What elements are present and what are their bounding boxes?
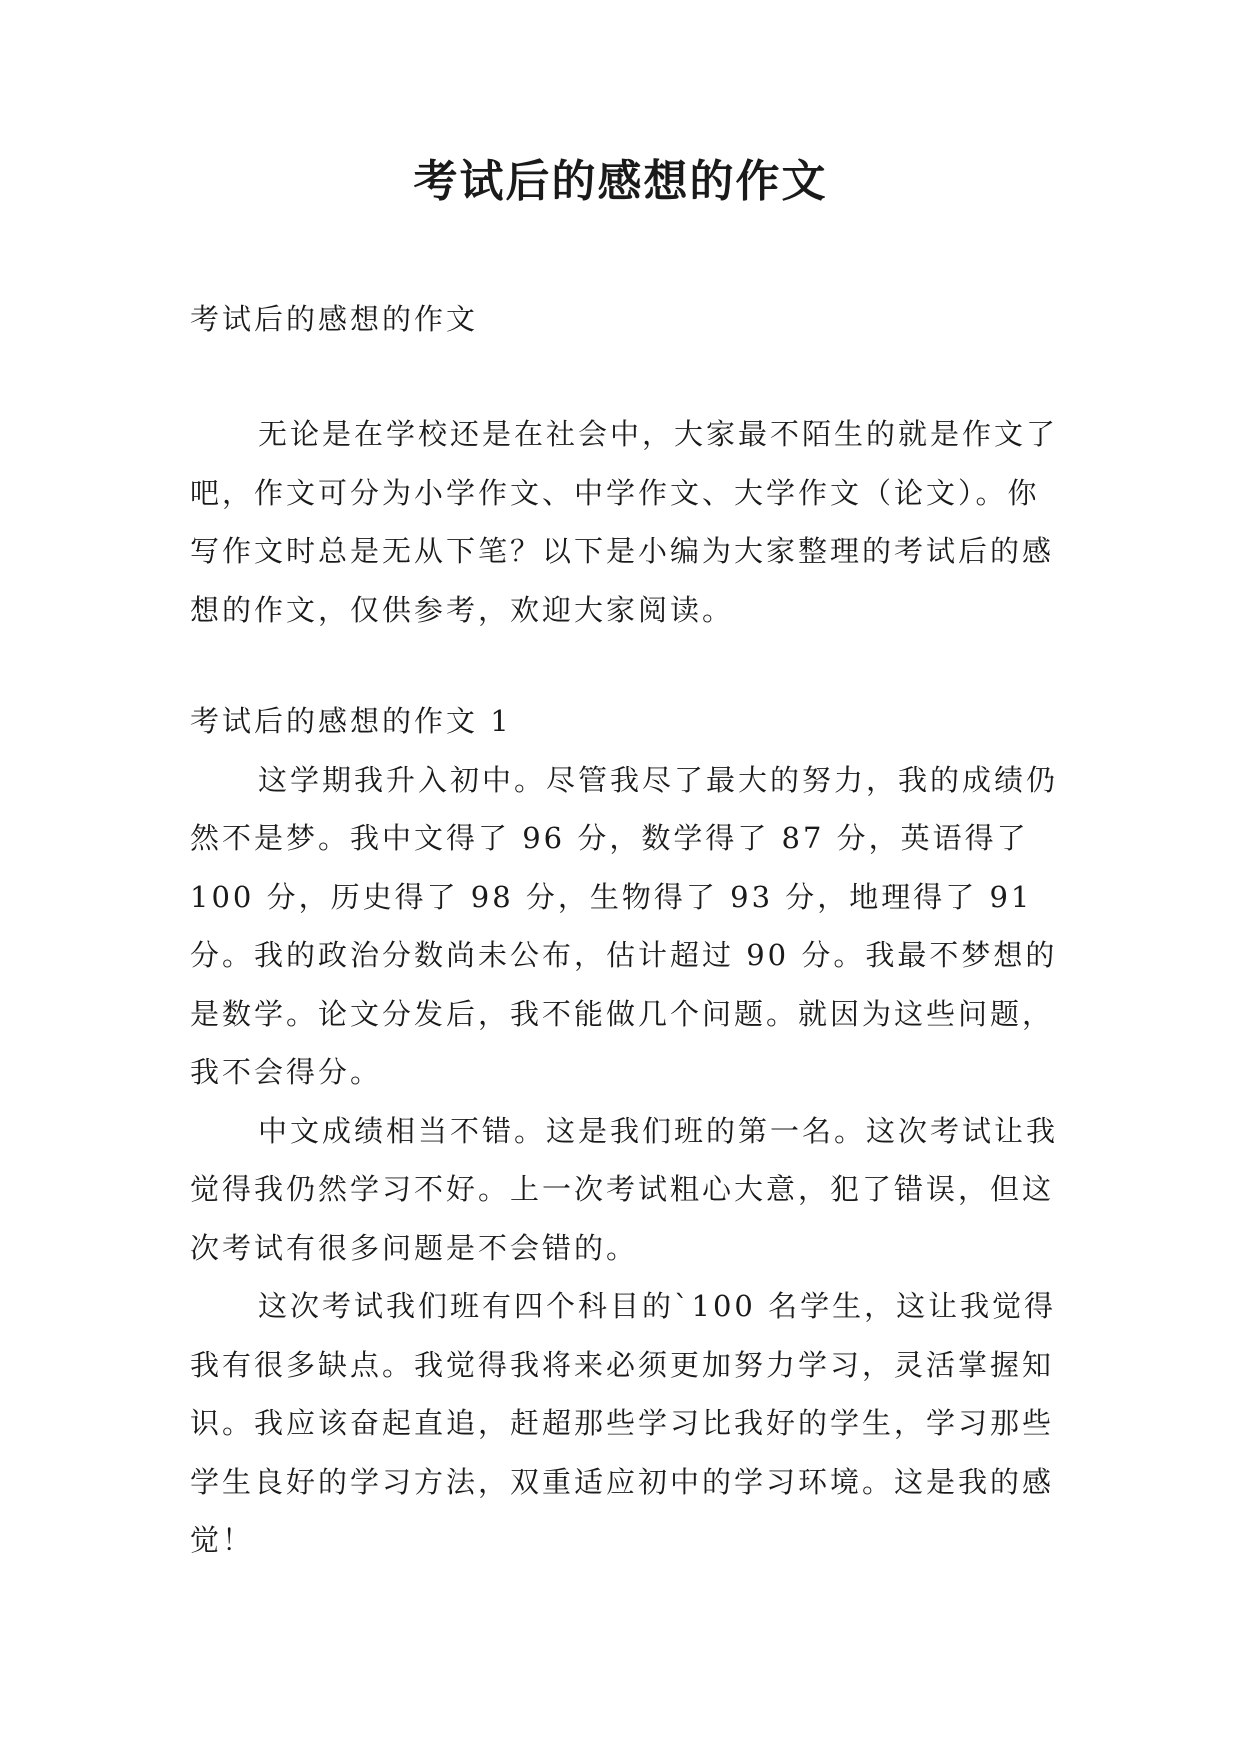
essay-paragraph: 这学期我升入初中。尽管我尽了最大的努力，我的成绩仍然不是梦。我中文得了 96 分，数学得了 87 分，英语得了 100 分，历史得了 98 分，生物得了 93 分，地理得了 91 分。我的政治分数尚未公布，估计超过 90 分。我最不梦想的是数学。论文分发后，我不能做几个问题。就因为这些问题，我不会得分。 [190,762,1059,1089]
essay-heading: 考试后的感想的作文 1 [190,704,512,738]
essay-section [190,692,1065,1570]
document-subtitle: 考试后的感想的作文 [190,302,479,336]
document-title: 考试后的感想的作文 [413,156,828,207]
essay-paragraph: 中文成绩相当不错。这是我们班的第一名。这次考试让我觉得我仍然学习不好。上一次考试粗心大意，犯了错误，但这次考试有很多问题是不会错的。 [190,1113,1059,1265]
intro-paragraph: 无论是在学校还是在社会中，大家最不陌生的就是作文了吧，作文可分为小学作文、中学作文、大学作文（论文）。你写作文时总是无从下笔？以下是小编为大家整理的考试后的感想的作文，仅供参考，欢迎大家阅读。 [190,417,1059,627]
essay-paragraph: 这次考试我们班有四个科目的`100 名学生，这让我觉得我有很多缺点。我觉得我将来必须更加努力学习，灵活掌握知识。我应该奋起直追，赶超那些学习比我好的学生，学习那些学生良好的学习方法，双重适应初中的学习环境。这是我的感觉！ [190,1289,1057,1557]
intro-section [190,405,1065,639]
